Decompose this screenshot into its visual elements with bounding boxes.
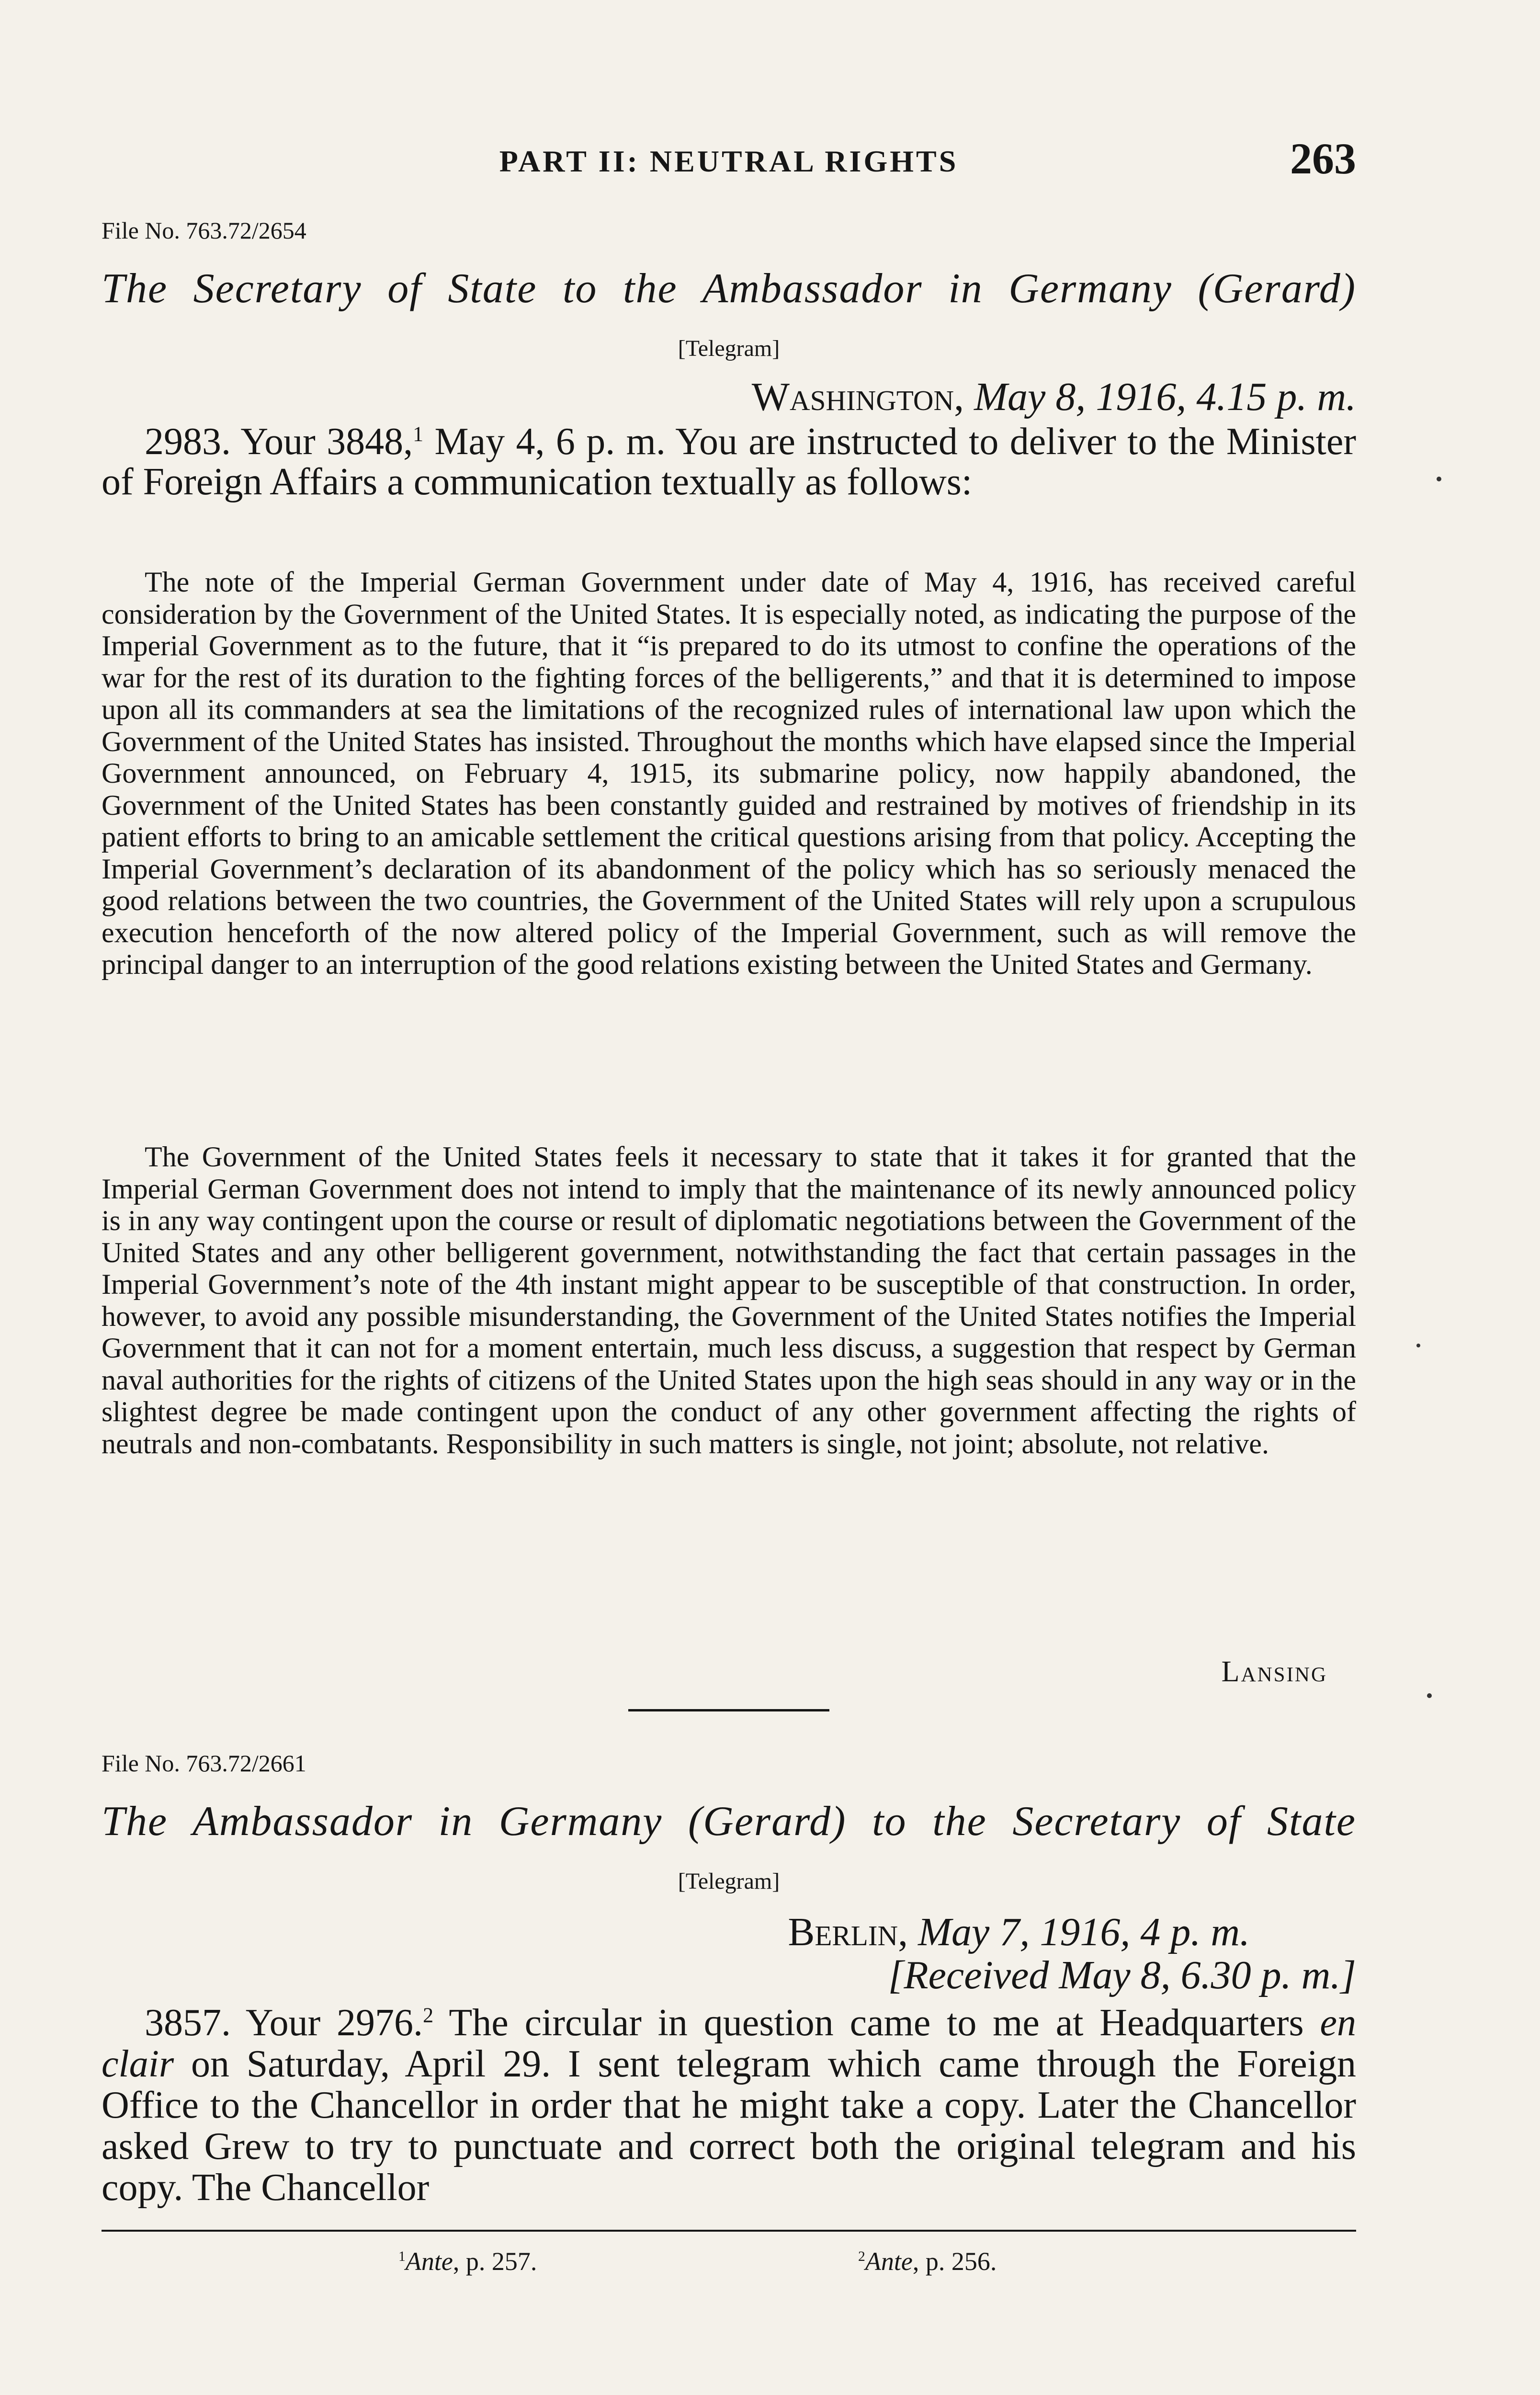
doc1-footnote-mark: 1 (413, 422, 424, 446)
doc1-note-paragraph-2: The Government of the United States feels it necessary to state that it takes it for granted that the Imperial German Government does not intend to imply that the maintenance of its newly announced policy is in any way contingent upon the course or result of diplomatic negotiations between the Government of the United States and any other belligerent government, notwithstanding the fact that certain passages in the Imperial Government’s note of the 4th instant might appear to be susceptible of that construction. In order, however, to avoid any possible misunderstanding, the Government of the United States notifies the Imperial Government that it can not for a moment entertain, much less discuss, a suggestion that respect by German naval authorities for the rights of citizens of the United States upon the high seas should in any way or in the slightest degree be made contingent upon the conduct of any other government affecting the rights of neutrals and non-combatants. Responsibility in such matters is single, not joint; absolute, not relative. (102, 1141, 1356, 1460)
doc1-signature: Lansing (1221, 1655, 1327, 1688)
doc2-dateline-place: Berlin, (788, 1910, 908, 1954)
footnote-1-ref: , p. 257. (453, 2247, 537, 2276)
doc1-intro-text-b: May 4, 6 p. m. You are instructed to deliver to the Minister of Foreign Affairs a communication textually as follows: (102, 421, 1356, 503)
doc1-note-paragraph-1: The note of the Imperial German Government under date of May 4, 1916, has received careful consideration by the Government of the United States. It is especially noted, as indicating the purpose of the Imperial Government as to the future, that it “is prepared to do its utmost to confine the operations of the war for the rest of its duration to the fighting forces of the belligerents,” and that it is determined to impose upon all its commanders at sea the limitations of the recognized rules of international law upon which the Government of the United States has insisted. Throughout the months which have elapsed since the Imperial Government announced, on February 4, 1915, its submarine policy, now happily abandoned, the Government of the United States has been constantly guided and restrained by motives of friendship in its patient efforts to bring to an amicable settlement the critical questions arising from that policy. Accepting the Imperial Government’s declaration of its abandonment of the policy which has so seriously menaced the good relations between the two countries, the Government of the United States will rely upon a scrupulous execution henceforth of the now altered policy of the Imperial Government, such as will remove the principal danger to an interruption of the good relations existing between the United States and Germany. (102, 566, 1356, 980)
footnote-1-ante: Ante (405, 2247, 453, 2276)
footnote-2-mark: 2 (858, 2249, 865, 2264)
doc2-received: [Received May 8, 6.30 p. m.] (888, 1953, 1356, 1997)
doc2-body-text-a: Your 2976. (245, 2002, 423, 2044)
doc2-body-text-c: on Saturday, April 29. I sent telegram which came through the Foreign Office to the Chancellor in order that he might take a copy. Later the Chancellor asked Grew to try to punctuate and correct both the original telegram and his copy. The Chancellor (102, 2043, 1357, 2209)
doc1-telegram-number: 2983. (145, 421, 231, 463)
scan-speck (1416, 1344, 1420, 1347)
doc1-telegram-tag: [Telegram] (678, 336, 780, 361)
doc2-telegram-tag: [Telegram] (678, 1869, 780, 1894)
scan-speck (1427, 1693, 1432, 1698)
doc1-dateline-time: May 8, 1916, 4.15 p. m. (974, 375, 1356, 419)
running-head (102, 134, 1356, 183)
doc2-body-paragraph (102, 2002, 1356, 2208)
document-page (102, 0, 1356, 2395)
doc1-intro-paragraph (102, 422, 1356, 502)
doc1-dateline-place: Washington, (751, 375, 964, 419)
running-title: PART II: NEUTRAL RIGHTS (499, 144, 959, 178)
doc1-dateline (752, 374, 1356, 420)
doc2-title: The Ambassador in Germany (Gerard) to the Secretary of State (102, 1798, 1356, 1845)
doc2-body-text-b: The circular in question came to me at Headquarters (449, 2002, 1304, 2044)
doc2-dateline (788, 1909, 1250, 1955)
doc2-footnote-mark: 2 (423, 2003, 434, 2027)
doc1-file-number: File No. 763.72/2654 (102, 217, 306, 244)
scan-speck (1437, 477, 1441, 481)
footnote-2-ref: , p. 256. (912, 2247, 997, 2276)
footnote-2-ante: Ante (865, 2247, 913, 2276)
footnote-1 (398, 2247, 537, 2276)
doc2-dateline-time: May 7, 1916, 4 p. m. (918, 1910, 1250, 1954)
section-divider (628, 1709, 829, 1711)
doc1-title: The Secretary of State to the Ambassador in Germany (Gerard) (102, 265, 1356, 312)
page-number: 263 (1290, 134, 1356, 183)
doc2-telegram-number: 3857. (145, 2002, 231, 2044)
doc2-file-number: File No. 763.72/2661 (102, 1750, 306, 1777)
doc1-intro-text-a: Your 3848, (240, 421, 413, 463)
doc2-body-italic: en clair (102, 2002, 1357, 2085)
footnote-2 (858, 2247, 996, 2276)
footnote-1-mark: 1 (398, 2249, 406, 2264)
footnote-rule (102, 2230, 1356, 2232)
